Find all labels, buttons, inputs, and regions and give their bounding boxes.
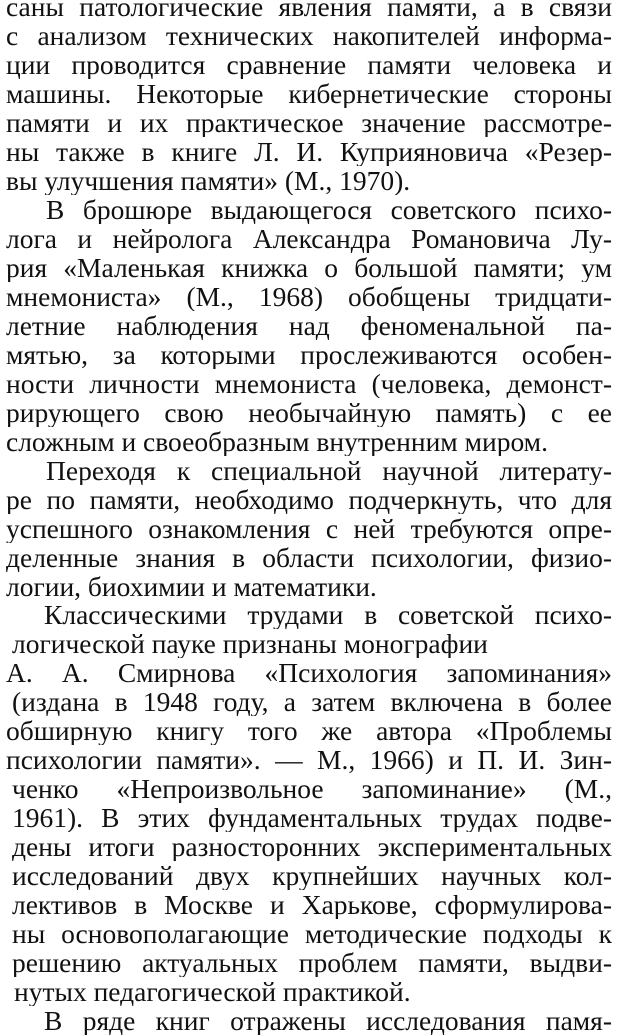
text-line: ре по памяти, необходимо подчеркнуть, что для (6, 485, 612, 514)
text-line: вы улучшения памяти» (М., 1970). (6, 166, 411, 195)
text-line: обширную книгу того же автора «Проблемы (6, 716, 612, 745)
text-line: успешного ознакомления с ней требуются опре- (6, 514, 612, 543)
text-line: исследований двух крупнейших научных кол- (12, 861, 612, 890)
text-line: лога и нейролога Александра Романовича Лу- (6, 224, 612, 253)
text-line: В брошюре выдающегося советского психо- (46, 195, 612, 224)
text-line: логии, биохимии и математики. (6, 572, 377, 601)
text-line: сложным и своеобразным внутренним миром. (6, 427, 548, 456)
text-line: ченко «Непроизвольное запоминание» (М., (12, 774, 612, 803)
text-line: летние наблюдения над феноменальной па- (6, 311, 612, 340)
text-line: А. А. Смирнова «Психология запоминания» (6, 658, 612, 687)
text-line: дены итоги разносторонних экспериментальных (12, 832, 612, 861)
text-line: памяти и их практическое значение рассмотре- (6, 108, 612, 137)
text-line: нутых педагогической практикой. (14, 977, 411, 1006)
text-line: Переходя к специальной научной литерату- (46, 456, 612, 485)
text-line: машины. Некоторые кибернетические стороны (6, 79, 612, 108)
text-line: мятью, за которыми прослеживаются особен- (6, 340, 612, 369)
text-line: ны основополагающие методические подходы к (12, 919, 612, 948)
text-line: логической пауке признаны монографии (12, 629, 488, 658)
text-line: деленные знания в области психологии, физио- (6, 543, 612, 572)
text-line: (издана в 1948 году, а затем включена в более (12, 687, 612, 716)
text-line: решению актуальных проблем памяти, выдви- (12, 948, 612, 977)
text-line: ности личности мнемониста (человека, демонст- (6, 369, 612, 398)
text-line: рия «Маленькая книжка о большой памяти; ум (6, 253, 612, 282)
text-line: рирующего свою необычайную память) с ее (6, 398, 612, 427)
text-line: ны также в книге Л. И. Куприяновича «Резер- (6, 137, 612, 166)
text-line: Классическими трудами в советской психо- (44, 600, 612, 629)
text-line: ции проводится сравнение памяти человека и (6, 50, 612, 79)
text-line: 1961). В этих фундаментальных трудах подве- (12, 803, 612, 832)
text-line: лективов в Москве и Харькове, сформулирова- (12, 890, 612, 919)
text-line: с анализом технических накопителей информа- (6, 21, 612, 50)
text-line: В ряде книг отражены исследования памя- (44, 1006, 612, 1035)
text-line: саны патологические явления памяти, а в связи (6, 0, 612, 21)
text-line: мнемониста» (М., 1968) обобщены тридцати- (6, 282, 612, 311)
text-line: психологии памяти». — М., 1966) и П. И. Зин- (6, 745, 612, 774)
